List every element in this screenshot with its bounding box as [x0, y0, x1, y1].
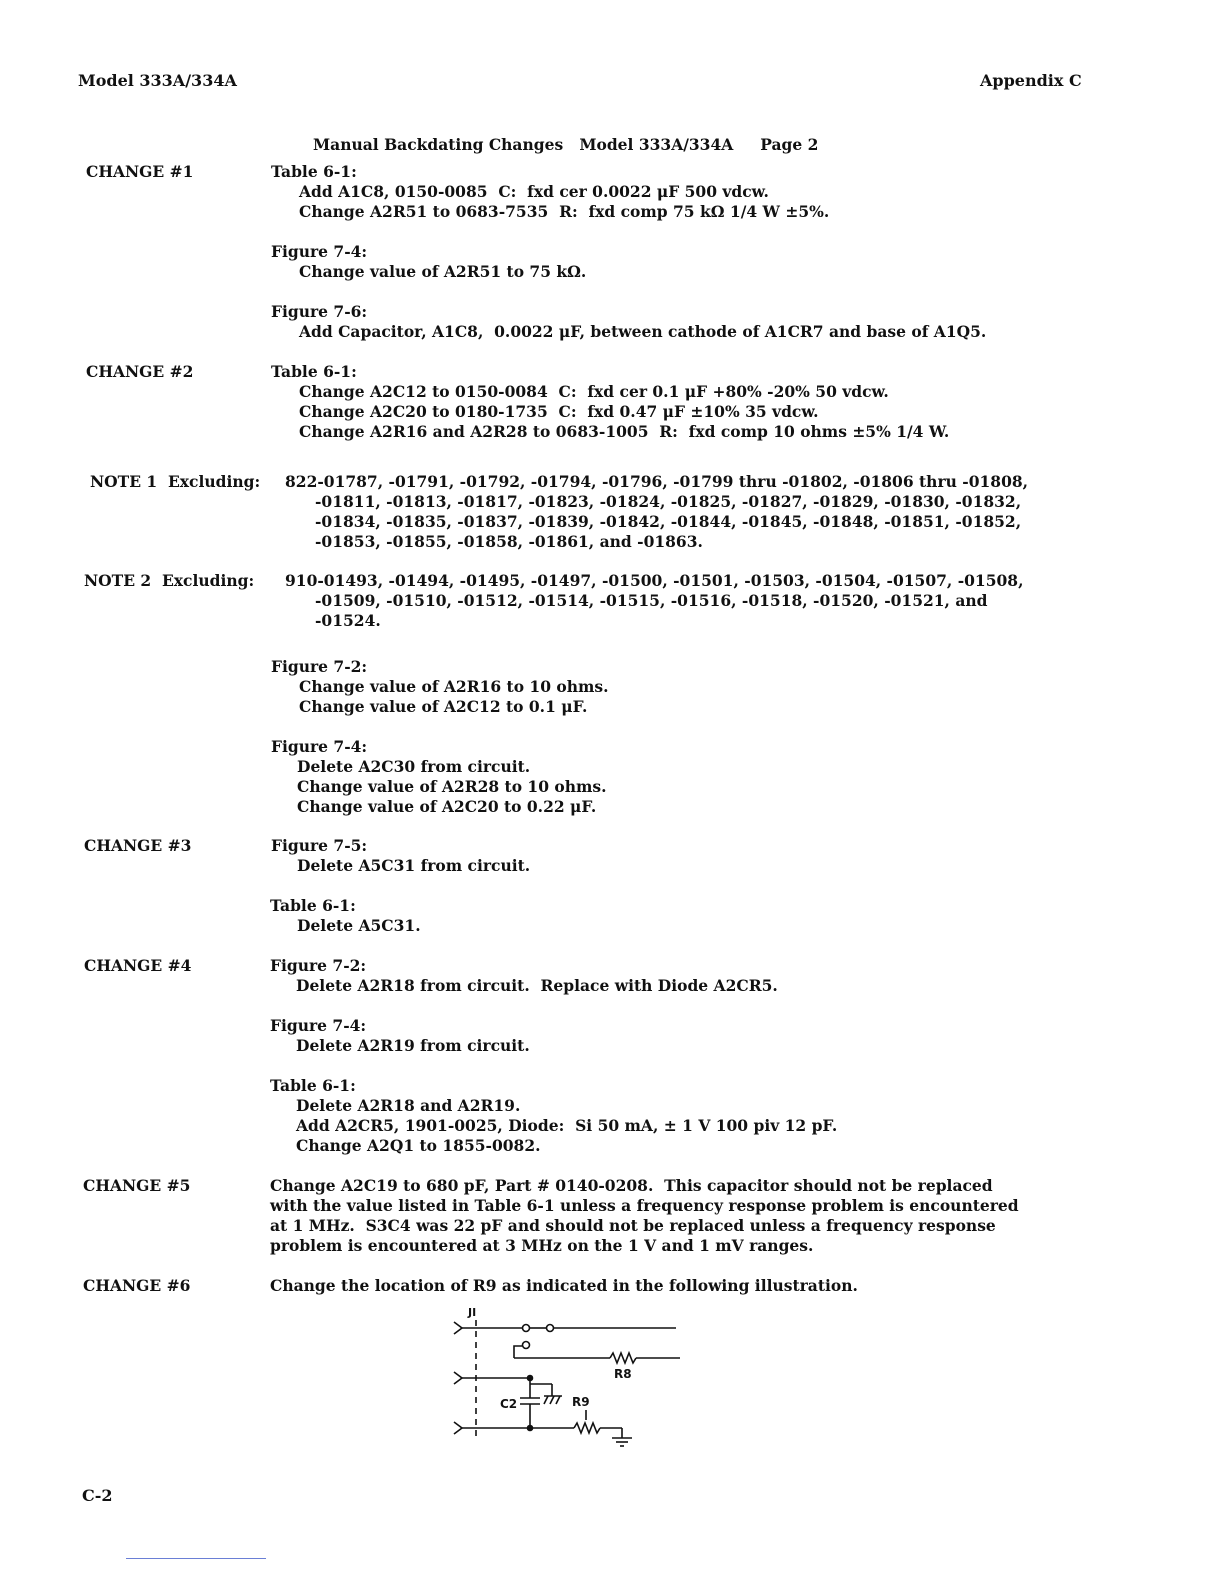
footer-rule: [126, 1558, 266, 1559]
note2-line-1: 910-01493, -01494, -01495, -01497, -01500, -01501, -01503, -01504, -01507, -01508,: [285, 571, 1024, 590]
note1-line-1: 822-01787, -01791, -01792, -01794, -01796, -01799 thru -01802, -01806 thru -01808,: [285, 472, 1029, 491]
switch-contact-2: [547, 1325, 554, 1332]
c5-line-1: Change A2C19 to 680 pF, Part # 0140-0208. This capacitor should not be replaced: [270, 1176, 993, 1195]
label-change-4: CHANGE #4: [84, 956, 192, 975]
r9-location-schematic: [440, 1298, 700, 1458]
c4-line-4: Add A2CR5, 1901-0025, Diode: Si 50 mA, ± 1 V 100 piv 12 pF.: [296, 1116, 838, 1135]
c4-line-1: Delete A2R18 from circuit. Replace with Diode A2CR5.: [296, 976, 778, 995]
c2b-line-3: Delete A2C30 from circuit.: [297, 757, 531, 776]
c5-line-4: problem is encountered at 3 MHz on the 1 V and 1 mV ranges.: [270, 1236, 814, 1255]
c3-line-1: Delete A5C31 from circuit.: [297, 856, 531, 875]
label-change-2: CHANGE #2: [86, 362, 194, 381]
switch-contact-3: [523, 1342, 530, 1349]
c2-line-1: Change A2C12 to 0150-0084 C: fxd cer 0.1 μF +80% -20% 50 vdcw.: [299, 382, 889, 401]
label-r9: R9: [572, 1395, 590, 1409]
c2b-line-5: Change value of A2C20 to 0.22 μF.: [297, 797, 597, 816]
note2-line-2: -01509, -01510, -01512, -01514, -01515, -01516, -01518, -01520, -01521, and: [315, 591, 988, 610]
label-note-1: NOTE 1 Excluding:: [90, 472, 261, 491]
c1-line-1: Add A1C8, 0150-0085 C: fxd cer 0.0022 μF 500 vdcw.: [299, 182, 769, 201]
label-change-1: CHANGE #1: [86, 162, 194, 181]
note1-line-3: -01834, -01835, -01837, -01839, -01842, -01844, -01845, -01848, -01851, -01852,: [315, 512, 1022, 531]
label-c2: C2: [500, 1397, 518, 1411]
c2-line-3: Change A2R16 and A2R28 to 0683-1005 R: fxd comp 10 ohms ±5% 1/4 W.: [299, 422, 950, 441]
c1-line-3: Change value of A2R51 to 75 kΩ.: [299, 262, 587, 281]
c4-line-2: Delete A2R19 from circuit.: [296, 1036, 530, 1055]
input-arrow-3: [454, 1422, 462, 1434]
label-change-5: CHANGE #5: [83, 1176, 191, 1195]
note2-line-3: -01524.: [315, 611, 381, 630]
c4-heading-fig72: Figure 7-2:: [270, 956, 367, 975]
c2b-heading-fig72: Figure 7-2:: [271, 657, 368, 676]
label-note-2: NOTE 2 Excluding:: [84, 571, 255, 590]
c4-line-5: Change A2Q1 to 1855-0082.: [296, 1136, 541, 1155]
c1-heading-fig76: Figure 7-6:: [271, 302, 368, 321]
label-change-3: CHANGE #3: [84, 836, 192, 855]
c3-heading-table: Table 6-1:: [270, 896, 356, 915]
input-arrow-2: [454, 1372, 462, 1384]
c4-line-3: Delete A2R18 and A2R19.: [296, 1096, 521, 1115]
c3-heading-fig75: Figure 7-5:: [271, 836, 368, 855]
c5-line-2: with the value listed in Table 6-1 unless a frequency response problem is encountered: [270, 1196, 1019, 1215]
c6-line-1: Change the location of R9 as indicated in the following illustration.: [270, 1276, 858, 1295]
c2-line-2: Change A2C20 to 0180-1735 C: fxd 0.47 μF ±10% 35 vdcw.: [299, 402, 819, 421]
c1-heading-table: Table 6-1:: [271, 162, 357, 181]
c5-line-3: at 1 MHz. S3C4 was 22 pF and should not be replaced unless a frequency response: [270, 1216, 996, 1235]
c1-line-4: Add Capacitor, A1C8, 0.0022 μF, between cathode of A1CR7 and base of A1Q5.: [299, 322, 987, 341]
r8-resistor: [610, 1353, 636, 1363]
c2-heading-table: Table 6-1:: [271, 362, 357, 381]
c2b-line-1: Change value of A2R16 to 10 ohms.: [299, 677, 609, 696]
header-appendix: Appendix C: [980, 71, 1082, 90]
r9-resistor: [574, 1423, 600, 1433]
c2b-line-2: Change value of A2C12 to 0.1 μF.: [299, 697, 588, 716]
label-change-6: CHANGE #6: [83, 1276, 191, 1295]
c4-heading-fig74: Figure 7-4:: [270, 1016, 367, 1035]
page-title: Manual Backdating Changes Model 333A/334A Page 2: [313, 135, 819, 154]
c2b-line-4: Change value of A2R28 to 10 ohms.: [297, 777, 607, 796]
note1-line-4: -01853, -01855, -01858, -01861, and -01863.: [315, 532, 703, 551]
header-model: Model 333A/334A: [78, 71, 237, 90]
c1-heading-fig74: Figure 7-4:: [271, 242, 368, 261]
note1-line-2: -01811, -01813, -01817, -01823, -01824, -01825, -01827, -01829, -01830, -01832,: [315, 492, 1022, 511]
label-r8: R8: [614, 1367, 632, 1381]
label-j1: JI: [468, 1306, 477, 1319]
c3-line-2: Delete A5C31.: [297, 916, 421, 935]
c2b-heading-fig74: Figure 7-4:: [271, 737, 368, 756]
switch-contact-1: [523, 1325, 530, 1332]
page-number: C-2: [82, 1486, 113, 1505]
c1-line-2: Change A2R51 to 0683-7535 R: fxd comp 75 kΩ 1/4 W ±5%.: [299, 202, 830, 221]
c4-heading-table: Table 6-1:: [270, 1076, 356, 1095]
input-arrow-1: [454, 1322, 462, 1334]
